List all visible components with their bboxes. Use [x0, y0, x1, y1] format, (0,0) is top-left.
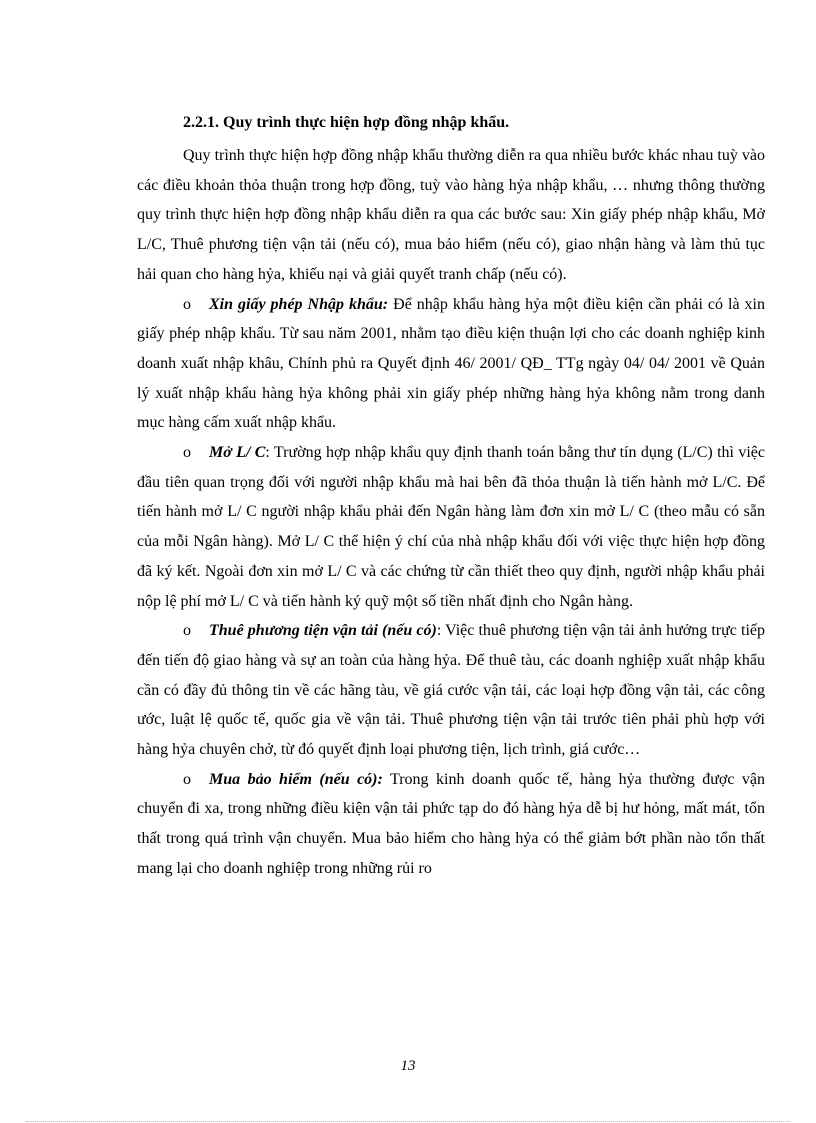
- list-item-term: Mua bảo hiểm (nếu có):: [209, 770, 383, 788]
- list-item-term: Xin giấy phép Nhập khẩu:: [209, 295, 389, 313]
- list-item-term: Mở L/ C: [209, 444, 266, 462]
- list-item-import-permit: [137, 290, 765, 439]
- list-item-transport: [137, 616, 765, 765]
- bullet-icon: o: [183, 444, 191, 462]
- list-item-text: Trong kinh doanh quốc tế, hàng hỷa thường được vận chuyển đi xa, trong những điều kiện vận tải phức tạp do đó hàng hỷa dễ bị hư hỏng, mất mát, tổn thất trong quá trình vận chuyển. Mua bảo hiểm cho hàng hỷa có thể giảm bớt phần nào tổn thất mang lại cho doanh nghiệp trong những rủi ro: [137, 770, 766, 877]
- list-item-text: Để nhập khẩu hàng hỷa một điều kiện cần phải có là xin giấy phép nhập khẩu. Từ sau năm 2001, nhằm tạo điều kiện thuận lợi cho các doanh nghiệp kinh doanh xuất nhập khâu, Chính phủ ra Quyết định 46/ 2001/ QĐ_ TTg ngày 04/ 04/ 2001 về Quản lý xuất nhập khẩu hàng hỷa không phải xin giấy phép những hàng hỷa không nằm trong danh mục hàng cấm xuất nhập khẩu.: [137, 295, 766, 432]
- list-item-term: Thuê phương tiện vận tải (nếu có): [209, 622, 437, 640]
- bullet-icon: o: [183, 622, 191, 640]
- list-item-insurance: [137, 765, 765, 884]
- page-number: 13: [400, 1058, 416, 1074]
- intro-paragraph: Quy trình thực hiện hợp đồng nhập khẩu thường diễn ra qua nhiều bước khác nhau tuỳ vào các điều khoản thỏa thuận trong hợp đồng, tuỳ vào hàng hỷa nhập khẩu, … nhưng thông thường quy trình thực hiện hợp đồng nhập khẩu diễn ra qua các bước sau: Xin giấy phép nhập khẩu, Mở L/C, Thuê phương tiện vận tải (nếu có), mua bảo hiểm (nếu có), giao nhận hàng và làm thủ tục hải quan cho hàng hỷa, khiếu nại và giải quyết tranh chấp (nếu có).: [137, 147, 765, 283]
- list-item-open-lc: [137, 438, 765, 616]
- page-bottom-divider: [26, 1121, 790, 1122]
- list-item-text: : Việc thuê phương tiện vận tải ảnh hưởng trực tiếp đến tiến độ giao hàng và sự an toàn của hàng hỷa. Để thuê tàu, các doanh nghiệp xuất nhập khẩu cần có đầy đủ thông tin về các hãng tàu, về giá cước vận tải, các loại hợp đồng vận tải, các công ước, luật lệ quốc tế, quốc gia về vận tải. Thuê phương tiện vận tải trước tiên phải phù hợp với hàng hỷa chuyên chở, từ đó quyết định loại phương tiện, lịch trình, giá cước…: [137, 622, 766, 759]
- bullet-icon: o: [183, 295, 191, 313]
- list-item-text: : Trường hợp nhập khẩu quy định thanh toán bằng thư tín dụng (L/C) thì việc đầu tiên quan trọng đối với người nhập khẩu mà hai bên đã thỏa thuận là tiến hành mở L/C. Để tiến hành mở L/ C người nhập khẩu phải đến Ngân hàng làm đơn xin mở L/ C (theo mẫu có sẵn của mỗi Ngân hàng). Mở L/ C thể hiện ý chí của nhà nhập khẩu đối với việc thực hiện hợp đồng đã ký kết. Ngoài đơn xin mở L/ C và các chứng từ cần thiết theo quy định, người nhập khẩu phải nộp lệ phí mở L/ C và tiến hành ký quỹ một số tiền nhất định cho Ngân hàng.: [137, 444, 765, 610]
- page-body: [137, 112, 765, 884]
- section-heading: 2.2.1. Quy trình thực hiện hợp đồng nhập khẩu.: [183, 114, 510, 131]
- bullet-icon: o: [183, 770, 191, 788]
